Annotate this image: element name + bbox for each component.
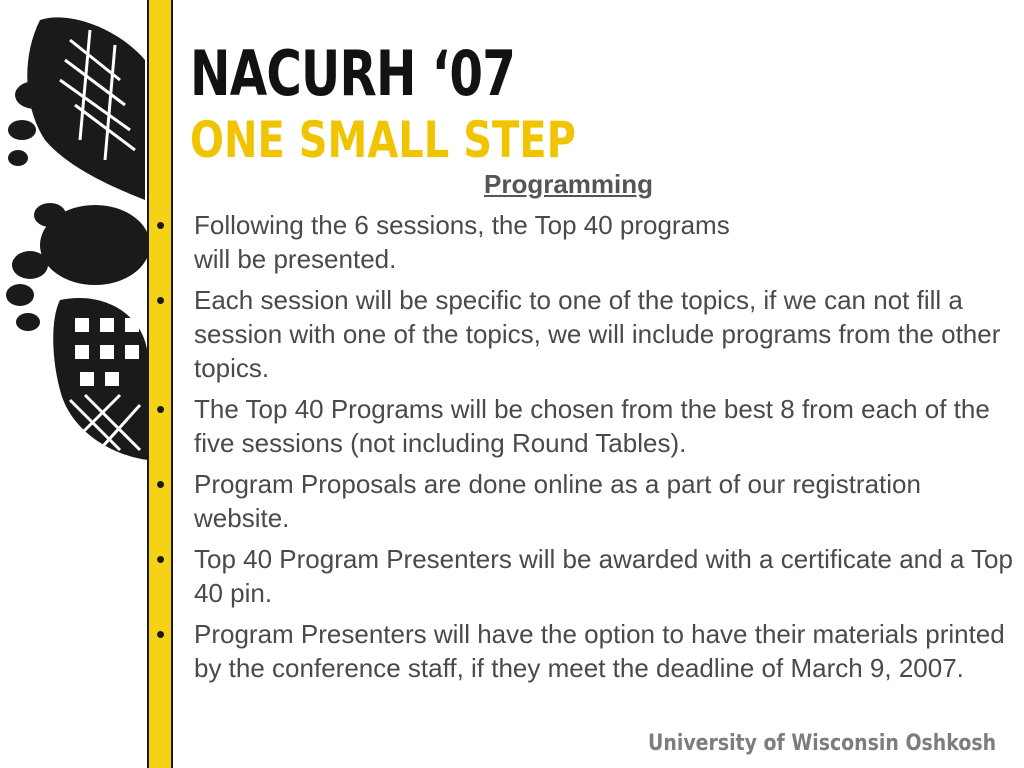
footprints-graphic: [0, 0, 148, 480]
bullet-text: Program Presenters will have the option to have their materials printed by the conference staff, if they meet the deadline of March 9, 2007.: [194, 619, 1005, 683]
bullet-item: [156, 392, 1016, 460]
bullet-item: [156, 467, 1016, 535]
bullet-item: [156, 283, 1016, 385]
bullet-text-line: will be presented.: [194, 244, 397, 274]
slide-subtitle: ONE SMALL STEP: [190, 111, 576, 169]
bullet-text: Each session will be specific to one of the topics, if we can not fill a session with one of the topics, we will include programs from the other topics.: [194, 285, 1001, 383]
footer-university-name: University of Wisconsin Oshkosh: [648, 731, 997, 756]
bullet-list: [156, 208, 1016, 692]
bullet-dot: •: [156, 285, 166, 315]
bullet-text-line: Following the 6 sessions, the Top 40 programs: [194, 210, 730, 240]
bullet-text: The Top 40 Programs will be chosen from the best 8 from each of the five sessions (not including Round Tables).: [194, 394, 990, 458]
bullet-dot: •: [156, 619, 166, 649]
bullet-text: Program Proposals are done online as a part of our registration website.: [194, 469, 921, 533]
bullet-dot: •: [156, 469, 166, 499]
bullet-text: Top 40 Program Presenters will be awarded with a certificate and a Top 40 pin.: [194, 544, 1013, 608]
section-heading: Programming: [484, 169, 654, 199]
bullet-item: [156, 617, 1016, 685]
bullet-item: [156, 542, 1016, 610]
bullet-dot: •: [156, 394, 166, 424]
slide-title: NACURH ‘07: [190, 37, 516, 110]
bullet-dot: •: [156, 544, 166, 574]
bullet-item: [156, 208, 1016, 276]
bullet-dot: •: [156, 210, 166, 240]
